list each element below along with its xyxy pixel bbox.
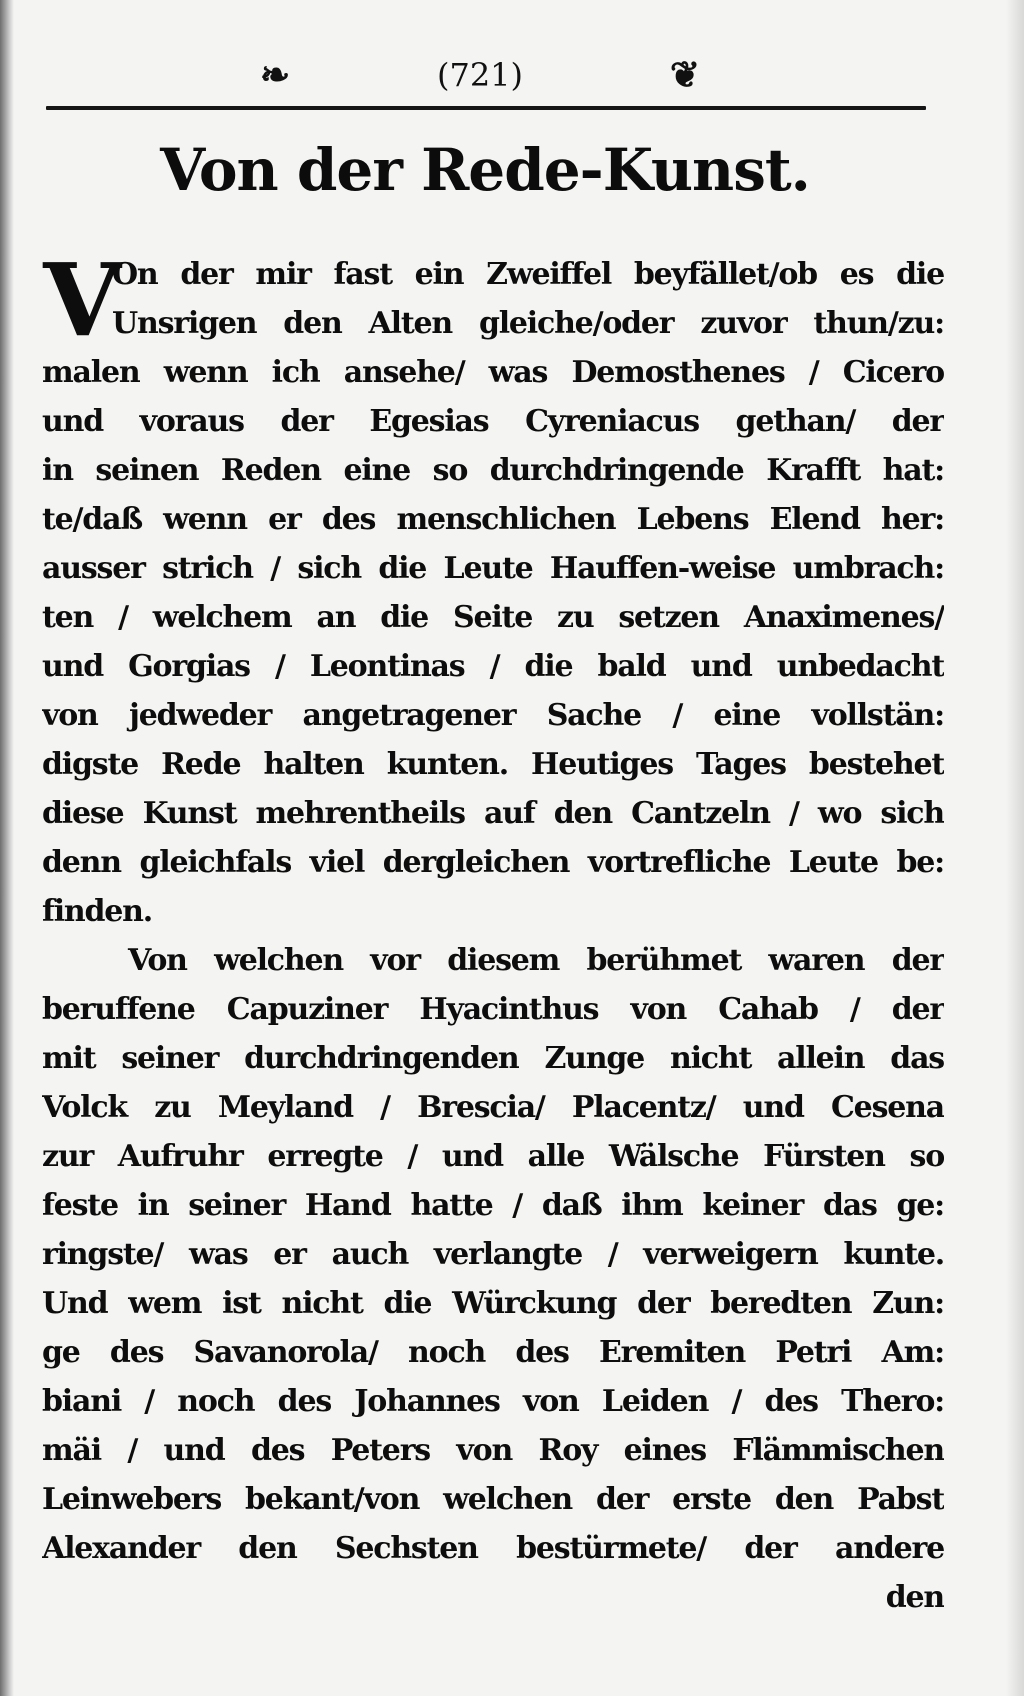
text-line: ge des Savanorola/ noch des Eremiten Petri Am: xyxy=(42,1335,944,1370)
page-edge-shadow xyxy=(1006,0,1024,1696)
text-line: Unsrigen den Alten gleiche/oder zuvor thun/zu: xyxy=(112,306,944,341)
text-line: in seinen Reden eine so durchdringende Krafft hat: xyxy=(42,453,944,488)
catchword: den xyxy=(885,1580,944,1615)
text-line: Leinwebers bekant/von welchen der erste den Pabst xyxy=(42,1482,944,1517)
text-line: mit seiner durchdringenden Zunge nicht allein das xyxy=(42,1041,944,1076)
text-line: von jedweder angetragener Sache / eine vollstän: xyxy=(42,698,944,733)
text-line: On der mir fast ein Zweiffel beyfället/ob es die xyxy=(112,257,944,292)
header-rule xyxy=(46,106,926,110)
text-line: malen wenn ich ansehe/ was Demosthenes / Cicero xyxy=(42,355,944,390)
text-line: ausser strich / sich die Leute Hauffen-weise umbrach: xyxy=(42,551,944,586)
text-line: biani / noch des Johannes von Leiden / des Thero: xyxy=(42,1384,944,1419)
text-line: denn gleichfals viel dergleichen vortrefliche Leute be: xyxy=(42,845,944,880)
text-line: zur Aufruhr erregte / und alle Wälsche Fürsten so xyxy=(42,1139,944,1174)
text-line: Volck zu Meyland / Brescia/ Placentz/ und Cesena xyxy=(42,1090,944,1125)
page-gutter-shadow xyxy=(0,0,14,1696)
text-line: finden. xyxy=(42,894,153,929)
text-line: Alexander den Sechsten bestürmete/ der andere xyxy=(42,1531,944,1566)
text-line: digste Rede halten kunten. Heutiges Tages bestehet xyxy=(42,747,944,782)
drop-capital: V xyxy=(43,241,121,359)
left-ornament-icon: ❧ xyxy=(260,54,291,96)
text-line: diese Kunst mehrentheils auf den Cantzeln / wo sich xyxy=(42,796,944,831)
running-header xyxy=(260,50,700,100)
text-line: und Gorgias / Leontinas / die bald und unbedacht xyxy=(42,649,944,684)
text-line: und voraus der Egesias Cyreniacus gethan/ der xyxy=(42,404,944,439)
chapter-title: Von der Rede-Kunst. xyxy=(160,136,810,204)
text-line: mäi / und des Peters von Roy eines Flämmischen xyxy=(42,1433,944,1468)
body-text xyxy=(42,241,944,1622)
text-line: te/daß wenn er des menschlichen Lebens Elend her: xyxy=(42,502,944,537)
text-line: beruffene Capuziner Hyacinthus von Cahab / der xyxy=(42,992,944,1027)
text-line: Von welchen vor diesem berühmet waren der xyxy=(128,943,944,978)
text-line: feste in seiner Hand hatte / daß ihm keiner das ge: xyxy=(42,1188,944,1223)
text-line: ten / welchem an die Seite zu setzen Anaximenes/ xyxy=(42,600,944,635)
right-ornament-icon: ❦ xyxy=(669,54,700,96)
page-number: (721) xyxy=(436,56,524,94)
text-line: Und wem ist nicht die Würckung der beredten Zun: xyxy=(42,1286,944,1321)
text-line: ringste/ was er auch verlangte / verweigern kunte. xyxy=(42,1237,944,1272)
